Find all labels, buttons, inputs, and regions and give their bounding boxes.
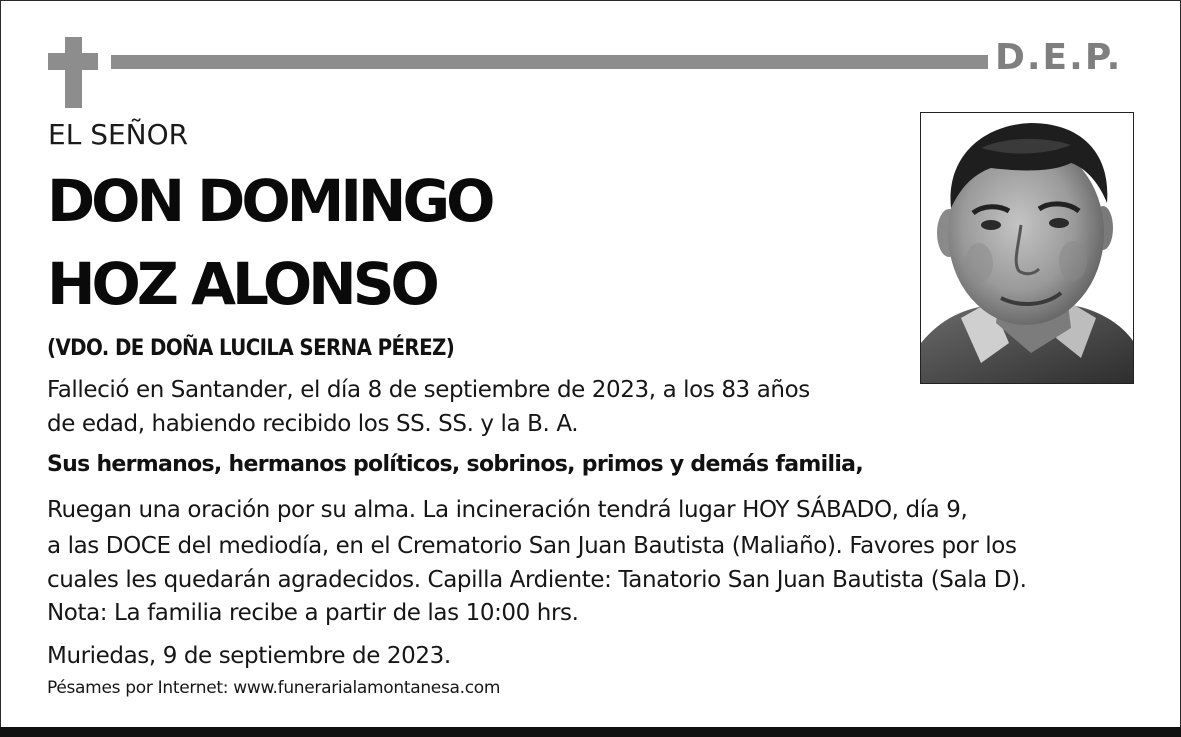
portrait-photo — [920, 112, 1134, 384]
condolences-website: Pésames por Internet: www.funerarialamontanesa.com — [47, 678, 501, 698]
cross-icon-horizontal — [48, 53, 98, 70]
request-text-line-4: Nota: La familia recibe a partir de las 10:00 hrs. — [47, 600, 579, 626]
widower-note: (VDO. DE DOÑA LUCILA SERNA PÉREZ) — [47, 336, 455, 361]
place-and-date: Muriedas, 9 de septiembre de 2023. — [47, 643, 451, 669]
honorific-title: EL SEÑOR — [48, 118, 189, 151]
header-rule — [111, 55, 988, 69]
death-text-line-2: de edad, habiendo recibido los SS. SS. y la B. A. — [47, 411, 579, 437]
cross-icon-vertical — [65, 37, 82, 108]
request-text-line-2: a las DOCE del mediodía, en el Crematorio San Juan Bautista (Maliaño). Favores por los — [47, 533, 1017, 559]
deceased-name-line-2: HOZ ALONSO — [47, 250, 436, 318]
portrait-icon — [921, 113, 1133, 383]
bottom-rule — [0, 727, 1181, 737]
death-text-line-1: Falleció en Santander, el día 8 de septiembre de 2023, a los 83 años — [47, 377, 810, 403]
request-text-line-3: cuales les quedarán agradecidos. Capilla Ardiente: Tanatorio San Juan Bautista (Sala D). — [47, 567, 1027, 593]
family-line: Sus hermanos, hermanos políticos, sobrinos, primos y demás familia, — [47, 452, 863, 477]
deceased-name-line-1: DON DOMINGO — [47, 167, 492, 235]
request-text-line-1: Ruegan una oración por su alma. La incineración tendrá lugar HOY SÁBADO, día 9, — [47, 497, 968, 523]
dep-label: D.E.P. — [995, 37, 1123, 78]
